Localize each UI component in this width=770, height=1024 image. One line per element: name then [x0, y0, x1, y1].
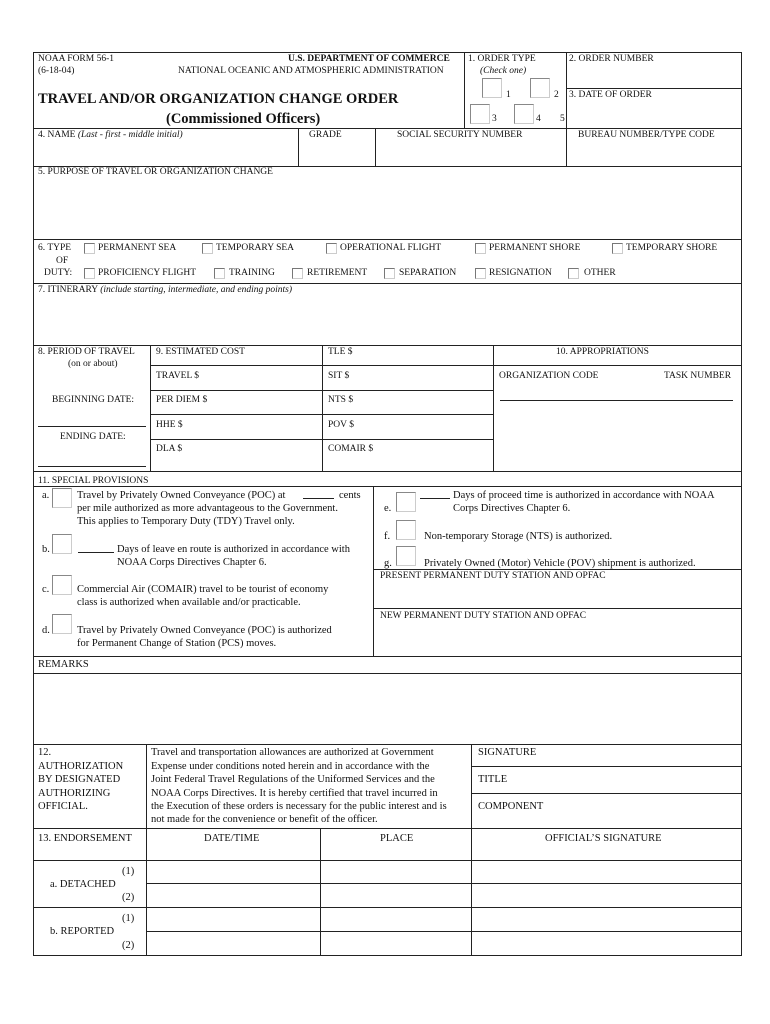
period-hint: (on or about)	[68, 359, 118, 369]
auth-text-3: Joint Federal Travel Regulations of the Uniformed Services and the	[151, 774, 435, 785]
duty-label-2: OF	[56, 256, 69, 266]
auth-text-1: Travel and transportation allowances are authorized at Government	[151, 747, 434, 758]
duty-checkbox-operational-flight[interactable]	[326, 243, 337, 254]
provision-a-checkbox[interactable]	[52, 488, 72, 508]
date-of-order-label: 3. DATE OF ORDER	[569, 90, 652, 100]
new-station-label: NEW PERMANENT DUTY STATION AND OPFAC	[380, 611, 587, 621]
provision-a-cents: cents	[339, 490, 361, 501]
order-type-checkbox-1[interactable]	[482, 78, 502, 98]
duty-temporary-shore: TEMPORARY SHORE	[626, 243, 718, 253]
cost-hhe[interactable]: HHE $	[156, 420, 183, 430]
auth-text-2: Expense under conditions noted herein and in accordance with the	[151, 761, 430, 772]
appropriations-field[interactable]	[500, 400, 733, 401]
provision-e-checkbox[interactable]	[396, 492, 416, 512]
provision-a-line1: Travel by Privately Owned Conveyance (POC) at	[77, 490, 286, 501]
detached-label: a. DETACHED	[50, 879, 116, 890]
reported-2: (2)	[122, 940, 135, 951]
duty-label-3: DUTY:	[44, 268, 73, 278]
provision-a-letter: a.	[42, 490, 50, 501]
order-number-label: 2. ORDER NUMBER	[569, 54, 654, 64]
reported-label: b. REPORTED	[50, 926, 115, 937]
auth-label-1: 12.	[38, 747, 52, 758]
auth-text-6: not made for the convenience or benefit of the officer.	[151, 814, 378, 825]
endorsement-label: 13. ENDORSEMENT	[38, 833, 132, 844]
order-type-label: 1. ORDER TYPE	[468, 54, 536, 64]
duty-resignation: RESIGNATION	[489, 268, 552, 278]
provision-b-letter: b.	[42, 544, 50, 555]
provision-g-line1: Privately Owned (Motor) Vehicle (POV) shipment is authorized.	[424, 558, 696, 569]
form-title: TRAVEL AND/OR ORGANIZATION CHANGE ORDER	[38, 91, 399, 107]
organization-code-label: ORGANIZATION CODE	[499, 371, 599, 381]
ssn-label: SOCIAL SECURITY NUMBER	[397, 130, 523, 140]
estimated-cost-label: 9. ESTIMATED COST	[156, 347, 245, 357]
beginning-date-label: BEGINNING DATE:	[52, 395, 135, 405]
cost-nts[interactable]: NTS $	[328, 395, 354, 405]
order-type-hint: (Check one)	[480, 66, 527, 76]
duty-label-1: 6. TYPE	[38, 243, 72, 253]
order-type-checkbox-2[interactable]	[530, 78, 550, 98]
order-type-option-1: 1	[506, 90, 511, 100]
itinerary-field[interactable]	[36, 298, 738, 342]
auth-text-5: the Execution of these orders is necessary for the public interest and is	[151, 801, 447, 812]
order-type-option-3: 3	[492, 114, 497, 124]
provision-d-line1: Travel by Privately Owned Conveyance (POC) is authorized	[77, 625, 332, 636]
auth-label-3: BY DESIGNATED	[38, 774, 121, 785]
purpose-label: 5. PURPOSE OF TRAVEL OR ORGANIZATION CHANGE	[38, 167, 273, 177]
auth-label-2: AUTHORIZATION	[38, 761, 124, 772]
purpose-field[interactable]	[36, 180, 738, 236]
provision-g-checkbox[interactable]	[396, 546, 416, 566]
component-label: COMPONENT	[478, 801, 544, 812]
form-number: NOAA FORM 56-1	[38, 54, 115, 64]
detached-1: (1)	[122, 866, 135, 877]
provision-d-letter: d.	[42, 625, 50, 636]
signature-label: SIGNATURE	[478, 747, 537, 758]
present-station-label: PRESENT PERMANENT DUTY STATION AND OPFAC	[380, 571, 606, 581]
duty-checkbox-resignation[interactable]	[475, 268, 486, 279]
duty-operational-flight: OPERATIONAL FLIGHT	[340, 243, 442, 253]
date-time-header: DATE/TIME	[204, 833, 260, 844]
name-label: 4. NAME (Last - first - middle initial)	[38, 130, 183, 140]
duty-checkbox-other[interactable]	[568, 268, 579, 279]
auth-label-5: OFFICIAL.	[38, 801, 88, 812]
duty-checkbox-temporary-shore[interactable]	[612, 243, 623, 254]
provision-f-checkbox[interactable]	[396, 520, 416, 540]
duty-permanent-shore: PERMANENT SHORE	[489, 243, 581, 253]
cost-sit[interactable]: SIT $	[328, 371, 350, 381]
provision-a-line3: This applies to Temporary Duty (TDY) Travel only.	[77, 516, 295, 527]
duty-training: TRAINING	[229, 268, 275, 278]
auth-text-4: NOAA Corps Directives. It is hereby certified that travel incurred in	[151, 788, 438, 799]
cost-travel[interactable]: TRAVEL $	[156, 371, 200, 381]
provision-d-checkbox[interactable]	[52, 614, 72, 634]
place-header: PLACE	[380, 833, 414, 844]
cost-pov[interactable]: POV $	[328, 420, 354, 430]
order-type-checkbox-4[interactable]	[514, 104, 534, 124]
department: U.S. DEPARTMENT OF COMMERCE	[288, 54, 450, 64]
cost-tle[interactable]: TLE $	[328, 347, 353, 357]
duty-separation: SEPARATION	[399, 268, 457, 278]
bureau-label: BUREAU NUMBER/TYPE CODE	[578, 130, 715, 140]
period-label: 8. PERIOD OF TRAVEL	[38, 347, 135, 357]
provision-f-letter: f.	[384, 531, 391, 542]
order-type-option-2: 2	[554, 90, 559, 100]
leave-days-field[interactable]	[78, 552, 114, 553]
cost-per-diem[interactable]: PER DIEM $	[156, 395, 208, 405]
grade-label: GRADE	[309, 130, 342, 140]
ending-date-label: ENDING DATE:	[60, 432, 126, 442]
provision-b-checkbox[interactable]	[52, 534, 72, 554]
provision-c-line2: class is authorized when available and/or practicable.	[77, 597, 301, 608]
duty-checkbox-retirement[interactable]	[292, 268, 303, 279]
reported-1: (1)	[122, 913, 135, 924]
appropriations-label: 10. APPROPRIATIONS	[556, 347, 649, 357]
ending-date-field[interactable]	[38, 466, 146, 467]
provision-c-letter: c.	[42, 584, 50, 595]
special-provisions-label: 11. SPECIAL PROVISIONS	[38, 476, 149, 486]
order-type-checkbox-3[interactable]	[470, 104, 490, 124]
duty-temporary-sea: TEMPORARY SEA	[216, 243, 295, 253]
duty-proficiency-flight: PROFICIENCY FLIGHT	[98, 268, 197, 278]
administration: NATIONAL OCEANIC AND ATMOSPHERIC ADMINISTRATION	[178, 66, 444, 76]
provision-c-checkbox[interactable]	[52, 575, 72, 595]
provision-b-line2: NOAA Corps Directives Chapter 6.	[117, 557, 267, 568]
provision-d-line2: for Permanent Change of Station (PCS) moves.	[77, 638, 277, 649]
form-date: (6-18-04)	[38, 66, 75, 76]
duty-checkbox-proficiency-flight[interactable]	[84, 268, 95, 279]
cost-dla[interactable]: DLA $	[156, 444, 183, 454]
itinerary-label: 7. ITINERARY (include starting, intermediate, and ending points)	[38, 285, 293, 295]
task-number-label: TASK NUMBER	[664, 371, 732, 381]
duty-retirement: RETIREMENT	[307, 268, 368, 278]
provision-a-line2: per mile authorized as more advantageous to the Government.	[77, 503, 338, 514]
poc-cents-field[interactable]	[303, 498, 334, 499]
cost-comair[interactable]: COMAIR $	[328, 444, 374, 454]
order-type-option-4: 4	[536, 114, 541, 124]
duty-permanent-sea: PERMANENT SEA	[98, 243, 177, 253]
beginning-date-field[interactable]	[38, 426, 146, 427]
remarks-field[interactable]	[36, 676, 738, 741]
provision-c-line1: Commercial Air (COMAIR) travel to be tourist of economy	[77, 584, 329, 595]
provision-g-letter: g.	[384, 558, 392, 569]
duty-checkbox-permanent-sea[interactable]	[84, 243, 95, 254]
provision-b-line1: Days of leave en route is authorized in accordance with	[117, 544, 350, 555]
auth-label-4: AUTHORIZING	[38, 788, 111, 799]
detached-2: (2)	[122, 892, 135, 903]
provision-f-line1: Non-temporary Storage (NTS) is authorized.	[424, 531, 613, 542]
title-label: TITLE	[478, 774, 508, 785]
duty-checkbox-permanent-shore[interactable]	[475, 243, 486, 254]
provision-e-line1: Days of proceed time is authorized in accordance with NOAA	[453, 490, 715, 501]
remarks-label: REMARKS	[38, 659, 89, 670]
proceed-days-field[interactable]	[420, 498, 450, 499]
duty-checkbox-separation[interactable]	[384, 268, 395, 279]
provision-e-letter: e.	[384, 503, 392, 514]
duty-checkbox-temporary-sea[interactable]	[202, 243, 213, 254]
official-signature-header: OFFICIAL’S SIGNATURE	[545, 833, 662, 844]
provision-e-line2: Corps Directives Chapter 6.	[453, 503, 571, 514]
form-subtitle: (Commissioned Officers)	[166, 111, 321, 127]
duty-other: OTHER	[584, 268, 616, 278]
duty-checkbox-training[interactable]	[214, 268, 225, 279]
order-type-option-5: 5	[560, 114, 565, 124]
